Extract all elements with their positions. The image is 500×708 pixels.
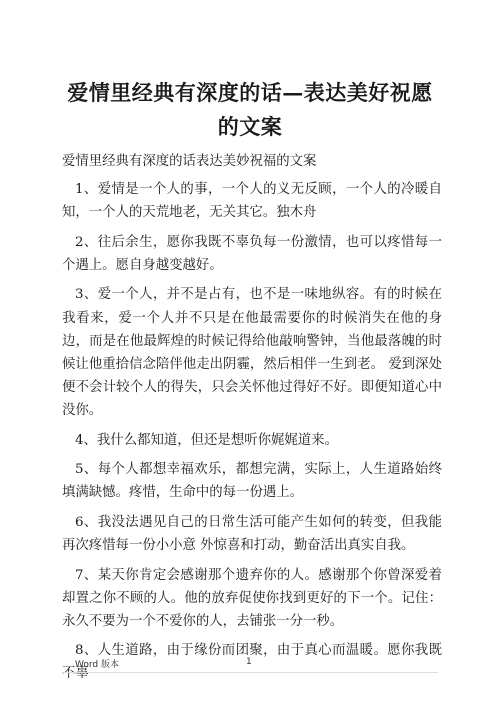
list-item: 5、每个人都想幸福欢乐，都想完满，实际上，人生道路始终填满缺憾。疼惜，生命中的每一份遇上。 — [62, 462, 442, 501]
list-item: 1、爱情是一个人的事，一个人的义无反顾，一个人的冷暖自知，一个人的天荒地老，无关其它。独木舟 — [62, 182, 442, 221]
list-item: 7、某天你肯定会感谢那个遗弃你的人。感谢那个你曾深爱着却置之你不顾的人。他的放弃促使你找到更好的下一个。记住：永久不要为一个不爱你的人，去铺张一分一秒。 — [62, 567, 442, 629]
footer-divider — [62, 672, 438, 673]
list-item: 6、我没法遇见自己的日常生活可能产生如何的转变，但我能再次疼惜每一份小小意 外惊喜和打动，勤奋活出真实自我。 — [62, 514, 442, 553]
intro-paragraph: 爱情里经典有深度的话表达美妙祝福的文案 — [62, 154, 317, 169]
document-body — [62, 150, 442, 692]
footer-page-number: 1 — [246, 657, 252, 667]
list-item: 3、爱一个人，并不是占有，也不是一味地纵容。有的时候在我看来，爱一个人并不只是在他最需要你的时候消失在他的身边，而是在他最辉煌的时候记得给他敲响警钟，当他最落魄的时候让他重拾信念陪伴他走出阴霾，然后相伴一生到老。 爱到深处便不会计较个人的得失，只会关怀他过得好不好。即便知道心中没你。 — [62, 287, 442, 418]
list-item: 4、我什么都知道，但还是想听你娓娓道来。 — [75, 432, 338, 448]
list-item: 8、人生道路，由于缘份而团聚，由于真心而温暖。愿你我既不辜 — [62, 643, 442, 682]
footer-version-label: Word 版本 — [75, 660, 119, 670]
document-title: 爱情里经典有深度的话—表达美好祝愿的文案 — [67, 80, 433, 139]
list-item: 2、往后余生，愿你我既不辜负每一份激情，也可以疼惜每一个遇上。愿自身越变越好。 — [62, 234, 442, 273]
